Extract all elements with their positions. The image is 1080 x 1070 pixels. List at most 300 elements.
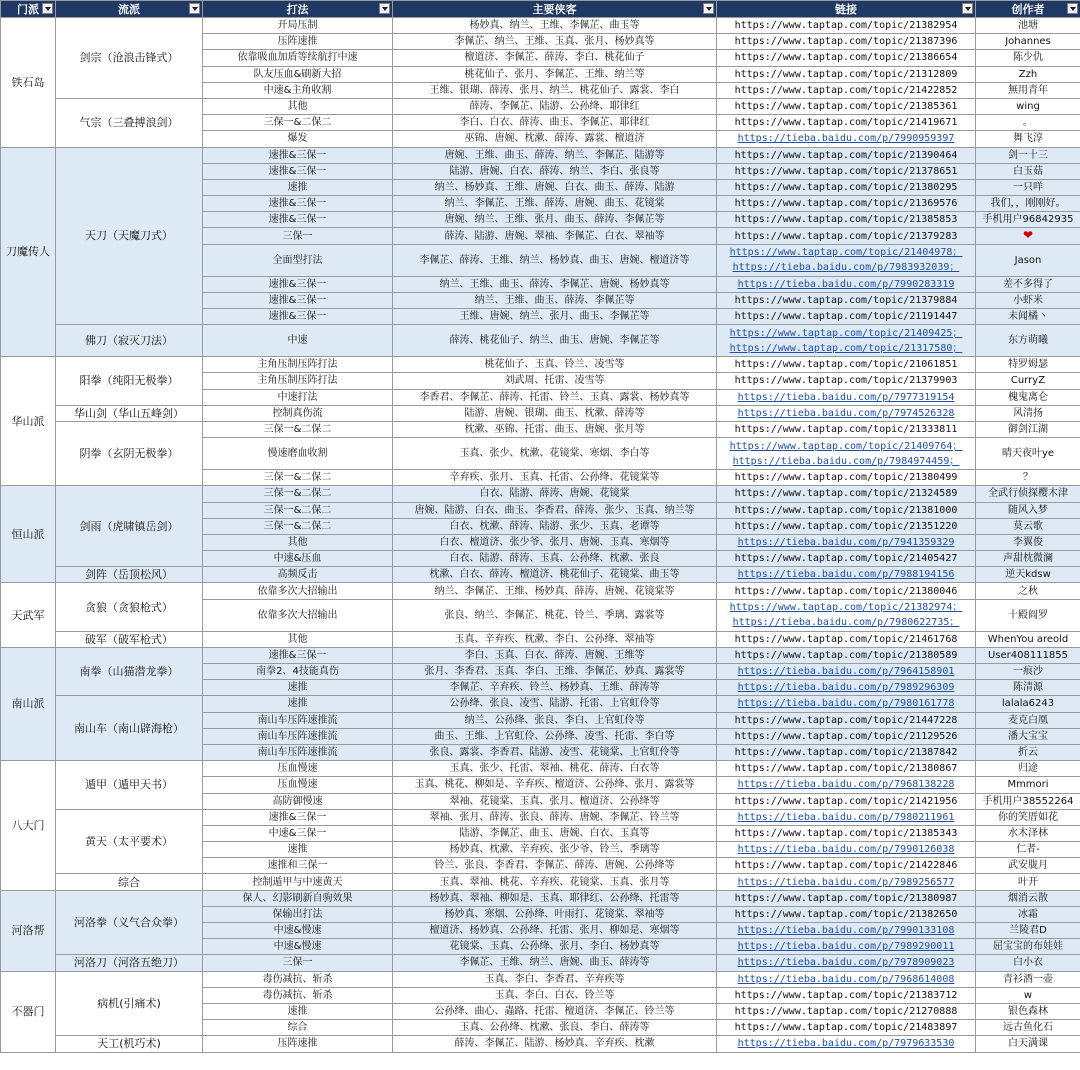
heroes-cell: 枕漱、白衣、薛涛、檀道济、桃花仙子、花镜棠、曲玉等: [393, 567, 717, 583]
heroes-cell: 玉真、桃花、柳如是、辛弃疾、檀道济、公孙绛、张月、露裳等: [393, 777, 717, 793]
link-text[interactable]: https://www.taptap.com/topic/21409764；: [729, 440, 963, 452]
link-cell: [717, 405, 976, 421]
faction-cell: 剑阵（岳顶松风）: [56, 567, 203, 583]
link-cell: [717, 955, 976, 971]
faction-cell: 天工(机巧术): [56, 1036, 203, 1052]
style-cell: 综合: [203, 1020, 393, 1036]
link-text[interactable]: https://www.taptap.com/topic/21390464: [734, 149, 958, 161]
faction-cell: 河洛刀（河洛五绝刀）: [56, 955, 203, 971]
filter-dropdown-icon[interactable]: [703, 3, 714, 14]
header-heroes: 主要侠客: [393, 1, 717, 18]
creator-cell: 李翼俊: [976, 534, 1080, 550]
link-cell: [717, 486, 976, 502]
heroes-cell: 纳兰、杨妙真、王维、唐婉、白衣、曲玉、薛涛、陆游: [393, 179, 717, 195]
style-cell: 其他: [203, 534, 393, 550]
table-row: [1, 486, 1080, 502]
faction-cell: 黄天（太平要术）: [56, 809, 203, 874]
creator-cell: 青衫酒一壶: [976, 971, 1080, 987]
link-text[interactable]: https://www.taptap.com/topic/21270888: [734, 1006, 958, 1018]
link-text[interactable]: https://tieba.baidu.com/p/7989256577: [737, 876, 955, 888]
heroes-cell: 玉真、辛弃疾、枕漱、李白、公孙绛、翠袖等: [393, 631, 717, 647]
link-text[interactable]: https://www.taptap.com/topic/21419671: [734, 117, 958, 129]
heroes-cell: 桃花仙子、玉真、铃兰、凌雪等: [393, 357, 717, 373]
link-text[interactable]: https://www.taptap.com/topic/21379903: [734, 375, 958, 387]
heroes-cell: 公孙绛、曲心、蟲路、托雷、檀道济、李佩芷、铃兰等: [393, 1003, 717, 1019]
heroes-cell: 陆游、唐婉、白衣、薛涛、纳兰、李白、张良等: [393, 163, 717, 179]
creator-cell: Mmmori: [976, 777, 1080, 793]
heroes-cell: 玉真、公孙绛、枕漱、张良、李白、薛涛等: [393, 1020, 717, 1036]
heroes-cell: 枕漱、巫锦、托雷、曲玉、唐婉、张月等: [393, 421, 717, 437]
link-text[interactable]: https://www.taptap.com/topic/21380867: [734, 763, 958, 775]
link-cell: [717, 389, 976, 405]
style-cell: 三保一&二保二: [203, 518, 393, 534]
link-text[interactable]: https://www.taptap.com/topic/21191447: [734, 311, 958, 323]
header-creator: 创作者: [976, 1, 1080, 18]
heroes-cell: 薛涛、陆游、唐婉、翠袖、李佩芷、白衣、翠袖等: [393, 228, 717, 244]
heroes-cell: 杨妙真、枕漱、辛弃疾、张少爷、铃兰、季璃等: [393, 842, 717, 858]
creator-cell: Jason: [976, 244, 1080, 276]
heroes-cell: 陆游、李佩芷、曲玉、唐婉、白衣、玉真等: [393, 825, 717, 841]
table-body: [1, 18, 1080, 1053]
table-row: [1, 325, 1080, 357]
heroes-cell: 张月、李香君、玉真、李白、王维、李佩芷、妙真、露裳等: [393, 664, 717, 680]
link-text[interactable]: https://www.taptap.com/topic/21447228: [734, 714, 958, 726]
faction-cell: 剑宗（沧浪击锋式）: [56, 18, 203, 99]
creator-cell: 白玉菇: [976, 163, 1080, 179]
creator-cell: 白小衣: [976, 955, 1080, 971]
link-cell: [717, 518, 976, 534]
creator-cell: 陈少仇: [976, 50, 1080, 66]
style-cell: 开局压制: [203, 18, 393, 34]
creator-cell: 折云: [976, 744, 1080, 760]
link-text[interactable]: https://www.taptap.com/topic/21378651: [734, 165, 958, 177]
style-cell: 依靠多次大招输出: [203, 583, 393, 599]
table-row: [1, 98, 1080, 114]
link-cell: [717, 793, 976, 809]
heroes-cell: 张良、露裳、李香君、陆游、凌雪、花镜棠、上官虹伶等: [393, 744, 717, 760]
heroes-cell: 王维、唐婉、纳兰、张月、曲玉、李佩芷等: [393, 309, 717, 325]
style-cell: 三保一&二保二: [203, 470, 393, 486]
creator-cell: 银色森林: [976, 1003, 1080, 1019]
creator-cell: 归途: [976, 761, 1080, 777]
creator-cell: 莫云歌: [976, 518, 1080, 534]
creator-cell: 御剑江湖: [976, 421, 1080, 437]
link-text[interactable]: https://www.taptap.com/topic/21380987: [734, 892, 958, 904]
link-cell: [717, 18, 976, 34]
creator-cell: 一痕沙: [976, 664, 1080, 680]
style-cell: 三保一&二保二: [203, 486, 393, 502]
table-row: [1, 696, 1080, 712]
style-cell: 南拳2、4技能真伤: [203, 664, 393, 680]
header-faction: 流派: [56, 1, 203, 18]
heroes-cell: 李佩芷、薛涛、王维、纳兰、杨妙真、曲玉、唐婉、檀道济等: [393, 244, 717, 276]
link-text[interactable]: https://tieba.baidu.com/p/7979633530: [737, 1038, 955, 1050]
link-text[interactable]: https://tieba.baidu.com/p/7989296309: [737, 682, 955, 694]
creator-cell: 槐鬼离仑: [976, 389, 1080, 405]
link-text[interactable]: https://www.taptap.com/topic/21382974；: [729, 602, 963, 614]
creator-cell: 陈清源: [976, 680, 1080, 696]
link-text[interactable]: https://www.taptap.com/topic/21382650: [734, 908, 958, 920]
creator-cell: 小虾米: [976, 292, 1080, 308]
style-cell: 保人、幻影刷新自驹效果: [203, 890, 393, 906]
link-text[interactable]: https://www.taptap.com/topic/21381000: [734, 504, 958, 516]
sect-cell: 天武军: [1, 583, 56, 647]
link-cell: [717, 890, 976, 906]
creator-cell: 水木泽林: [976, 825, 1080, 841]
style-cell: 速推&三保一: [203, 647, 393, 663]
creator-cell: 手机用户38552264: [976, 793, 1080, 809]
style-cell: 速推和三保一: [203, 858, 393, 874]
heroes-cell: 刘武周、托雷、凌雪等: [393, 373, 717, 389]
style-cell: 依靠吸血加盾等续航打中速: [203, 50, 393, 66]
heart-icon: ❤: [1022, 227, 1034, 242]
style-cell: 控制真伤流: [203, 405, 393, 421]
faction-cell: 病机(引痛术): [56, 971, 203, 1036]
heroes-cell: 曲玉、王维、上官虹伶、公孙绛、凌雪、托雷、李白等: [393, 728, 717, 744]
heroes-cell: 翠袖、张月、薛涛、张良、薛涛、唐婉、李佩芷、铃兰等: [393, 809, 717, 825]
creator-cell: 你的笑厝如花: [976, 809, 1080, 825]
link-text[interactable]: https://www.taptap.com/topic/21385343: [734, 827, 958, 839]
link-cell: [717, 502, 976, 518]
table-row: [1, 405, 1080, 421]
link-text[interactable]: https://tieba.baidu.com/p/7974526328: [737, 407, 955, 419]
heroes-cell: 白衣、陆游、薛涛、玉真、公孙绛、枕漱、张良: [393, 551, 717, 567]
style-cell: 三保一: [203, 955, 393, 971]
style-cell: 中速&慢速: [203, 923, 393, 939]
link-text[interactable]: https://tieba.baidu.com/p/7980161778: [737, 698, 955, 710]
link-text[interactable]: https://www.taptap.com/topic/21422852: [734, 84, 958, 96]
faction-cell: 佛刀（寂灭刀法）: [56, 325, 203, 357]
faction-cell: 气宗（三叠搏浪剑）: [56, 98, 203, 147]
sect-cell: 铁石岛: [1, 18, 56, 148]
style-cell: 慢速磨血收割: [203, 438, 393, 470]
link-cell: [717, 34, 976, 50]
creator-cell: 远古鱼化石: [976, 1020, 1080, 1036]
style-cell: 速推&三保一: [203, 163, 393, 179]
filter-dropdown-icon[interactable]: [1067, 3, 1078, 14]
creator-cell: Zzh: [976, 66, 1080, 82]
style-cell: 速推: [203, 179, 393, 195]
sect-cell: 恒山派: [1, 486, 56, 583]
link-cell: [717, 761, 976, 777]
link-text[interactable]: https://tieba.baidu.com/p/7990959397: [737, 133, 955, 145]
link-cell: [717, 470, 976, 486]
style-cell: 保输出打法: [203, 906, 393, 922]
table-row: [1, 567, 1080, 583]
link-text[interactable]: https://tieba.baidu.com/p/7988194156: [737, 569, 955, 581]
style-cell: 速推&三保一: [203, 276, 393, 292]
heroes-cell: 檀道济、李佩芷、薛涛、李白、桃花仙子: [393, 50, 717, 66]
link-text[interactable]: https://tieba.baidu.com/p/7968614008: [737, 973, 955, 985]
style-cell: 压阵速推: [203, 1036, 393, 1052]
link-text[interactable]: https://www.taptap.com/topic/21379884: [734, 294, 958, 306]
heroes-cell: 唐婉、王维、曲玉、薛涛、纳兰、李佩芷、陆游等: [393, 147, 717, 163]
creator-cell: 我们，，刚刚好。: [976, 196, 1080, 212]
creator-cell: 兰陵君D: [976, 923, 1080, 939]
faction-cell: 贪狼（贪狼枪式）: [56, 583, 203, 631]
link-cell: [717, 196, 976, 212]
creator-cell: 十殿阎罗: [976, 599, 1080, 631]
filter-dropdown-icon[interactable]: [962, 3, 973, 14]
link-cell: [717, 147, 976, 163]
table-row: [1, 583, 1080, 599]
sect-cell: 不器门: [1, 971, 56, 1052]
link-text[interactable]: https://www.taptap.com/topic/21405427: [734, 553, 958, 565]
link-cell: [717, 1020, 976, 1036]
heroes-cell: 玉真、张少、托雷、翠袖、桃花、薛涛、白衣等: [393, 761, 717, 777]
heroes-cell: 李佩芷、王维、纳兰、唐婉、曲玉、薛涛等: [393, 955, 717, 971]
creator-cell: 池塘: [976, 18, 1080, 34]
link-cell: [717, 276, 976, 292]
style-cell: 速推: [203, 680, 393, 696]
heroes-cell: 玉真、李白、李香君、辛弃疾等: [393, 971, 717, 987]
faction-cell: 剑雨（虎啸镇岳剑）: [56, 486, 203, 567]
creator-cell: wing: [976, 98, 1080, 114]
creator-cell: 未闻橘丶: [976, 309, 1080, 325]
table-row: [1, 357, 1080, 373]
link-text[interactable]: https://www.taptap.com/topic/21387396: [734, 36, 958, 48]
table-row: [1, 809, 1080, 825]
link-cell: [717, 438, 976, 470]
link-cell: [717, 971, 976, 987]
link-text[interactable]: https://tieba.baidu.com/p/7941359329: [737, 536, 955, 548]
link-text[interactable]: https://www.taptap.com/topic/21333811: [734, 424, 958, 436]
link-text[interactable]: https://www.taptap.com/topic/21380589: [734, 649, 958, 661]
style-cell: 中速&主角收割: [203, 82, 393, 98]
link-text[interactable]: https://www.taptap.com/topic/21387842: [734, 747, 958, 759]
style-cell: 压血慢速: [203, 777, 393, 793]
heroes-cell: 杨妙真、纳兰、王维、李佩芷、曲玉等: [393, 18, 717, 34]
creator-cell: WhenYou areold: [976, 631, 1080, 647]
link-text[interactable]: https://www.taptap.com/topic/21409425；: [729, 327, 963, 339]
heroes-cell: 白衣、陆游、薛涛、唐婉、花镜棠: [393, 486, 717, 502]
link-text[interactable]: https://tieba.baidu.com/p/7977319154: [737, 391, 955, 403]
link-cell: [717, 98, 976, 114]
creator-cell: 潘大宝宝: [976, 728, 1080, 744]
link-cell: [717, 534, 976, 550]
link-cell: [717, 696, 976, 712]
heroes-cell: 铃兰、张良、李香君、李佩芷、薛涛、唐婉、公孙绛等: [393, 858, 717, 874]
creator-cell: 叶开: [976, 874, 1080, 890]
creator-cell: 舞飞淳: [976, 131, 1080, 147]
link-cell: [717, 1003, 976, 1019]
link-text[interactable]: https://www.taptap.com/topic/21383712: [734, 989, 958, 1001]
link-text[interactable]: https://tieba.baidu.com/p/7990126038: [737, 844, 955, 856]
link-cell: [717, 244, 976, 276]
creator-cell: 声甜枕微澜: [976, 551, 1080, 567]
style-cell: 速推&三保一: [203, 292, 393, 308]
link-cell: [717, 131, 976, 147]
link-cell: [717, 825, 976, 841]
style-cell: 依靠多次大招输出: [203, 599, 393, 631]
faction-cell: 阳拳（纯阳无极拳）: [56, 357, 203, 406]
link-text[interactable]: https://www.taptap.com/topic/21385361: [734, 101, 958, 113]
heroes-cell: 辛弃疾、张月、玉真、托雷、公孙绛、花镜棠等: [393, 470, 717, 486]
link-cell: [717, 858, 976, 874]
link-text[interactable]: https://www.taptap.com/topic/21324589: [734, 488, 958, 500]
creator-cell: 一只咩: [976, 179, 1080, 195]
creator-cell: 之秋: [976, 583, 1080, 599]
table-row: [1, 890, 1080, 906]
sect-cell: 八大门: [1, 761, 56, 891]
link-text[interactable]: https://tieba.baidu.com/p/7990283319: [737, 278, 955, 290]
heroes-cell: 玉真、李白、白衣、铃兰等: [393, 987, 717, 1003]
header-style: 打法: [203, 1, 393, 18]
link-text[interactable]: https://www.taptap.com/topic/21061851: [734, 359, 958, 371]
header-sect: 门派: [1, 1, 56, 18]
style-cell: 速推&三保一: [203, 309, 393, 325]
link-text[interactable]: https://www.taptap.com/topic/21317580；: [729, 342, 963, 354]
link-cell: [717, 923, 976, 939]
creator-cell: CurryZ: [976, 373, 1080, 389]
table-row: [1, 955, 1080, 971]
style-cell: 速推: [203, 696, 393, 712]
style-cell: 高防御慢速: [203, 793, 393, 809]
style-cell: 中速&压血: [203, 551, 393, 567]
heroes-cell: 白衣、檀道济、张少爷、张月、唐婉、玉真、寒烟等: [393, 534, 717, 550]
faction-cell: 南山车（南山辟海枪）: [56, 696, 203, 761]
link-text[interactable]: https://tieba.baidu.com/p/7990133108: [737, 925, 955, 937]
filter-dropdown-icon[interactable]: [42, 3, 53, 14]
heroes-cell: 李白、玉真、白衣、薛涛、唐婉、王维等: [393, 647, 717, 663]
link-cell: [717, 906, 976, 922]
table-row: [1, 761, 1080, 777]
link-cell: [717, 631, 976, 647]
link-text[interactable]: https://tieba.baidu.com/p/7980622735；: [732, 617, 960, 629]
style-cell: 三保一&二保二: [203, 502, 393, 518]
style-cell: 中速: [203, 325, 393, 357]
link-text[interactable]: https://www.taptap.com/topic/21385853: [734, 214, 958, 226]
faction-cell: 阴拳（玄阴无极拳）: [56, 421, 203, 485]
style-cell: 南山车压阵速推流: [203, 744, 393, 760]
faction-cell: 综合: [56, 874, 203, 890]
heroes-cell: 纳兰、李佩芷、王维、薛涛、唐婉、曲玉、花镜棠: [393, 196, 717, 212]
faction-cell: 破军（破军枪式）: [56, 631, 203, 647]
creator-cell: 东方萌曦: [976, 325, 1080, 357]
style-cell: 高频反击: [203, 567, 393, 583]
faction-cell: 河洛拳（义气合众拳）: [56, 890, 203, 955]
sect-cell: 刀魔传人: [1, 147, 56, 357]
creator-cell: 差不多得了: [976, 276, 1080, 292]
heroes-cell: 唐婉、陆游、白衣、曲玉、李香君、薛涛、张少、玉真、纳兰等: [393, 502, 717, 518]
filter-dropdown-icon[interactable]: [379, 3, 390, 14]
creator-cell: 随风入梦: [976, 502, 1080, 518]
heroes-cell: 李佩芷、辛弃疾、铃兰、杨妙真、王维、薛涛等: [393, 680, 717, 696]
creator-cell: Johannes: [976, 34, 1080, 50]
style-cell: 控制遁甲与中速黄天: [203, 874, 393, 890]
creator-cell: 武安胧月: [976, 858, 1080, 874]
link-text[interactable]: https://tieba.baidu.com/p/7978909023: [737, 957, 955, 969]
heroes-cell: 玉真、张少、枕漱、花镜棠、寒烟、李白等: [393, 438, 717, 470]
style-cell: 中速&三保一: [203, 825, 393, 841]
link-text[interactable]: https://tieba.baidu.com/p/7980211961: [737, 811, 955, 823]
creator-cell: 手机用户96842935: [976, 212, 1080, 228]
link-text[interactable]: https://www.taptap.com/topic/21379283: [734, 230, 958, 242]
creator-cell: 冰霜: [976, 906, 1080, 922]
link-text[interactable]: https://www.taptap.com/topic/21351220: [734, 520, 958, 532]
faction-cell: 天刀（天魔刀式）: [56, 147, 203, 325]
link-text[interactable]: https://tieba.baidu.com/p/7983932039；: [732, 262, 960, 274]
link-text[interactable]: https://www.taptap.com/topic/21421956: [734, 795, 958, 807]
heroes-cell: 王维、银瑚、薛涛、张月、纳兰、桃花仙子、露裳、李白: [393, 82, 717, 98]
link-text[interactable]: https://www.taptap.com/topic/21380499: [734, 472, 958, 484]
heroes-cell: 唐婉、纳兰、王维、张月、曲玉、薛涛、李佩芷等: [393, 212, 717, 228]
creator-cell: 無用青年: [976, 82, 1080, 98]
heroes-cell: 杨妙真、寒烟、公孙绛、叶雨打、花镜棠、翠袖等: [393, 906, 717, 922]
link-cell: [717, 744, 976, 760]
filter-dropdown-icon[interactable]: [189, 3, 200, 14]
link-text[interactable]: https://tieba.baidu.com/p/7989290011: [737, 941, 955, 953]
link-cell: [717, 567, 976, 583]
link-text[interactable]: https://www.taptap.com/topic/21404978；: [729, 247, 963, 259]
link-cell: [717, 939, 976, 955]
heroes-cell: 薛涛、桃花仙子、纳兰、曲玉、唐婉、李佩芷等: [393, 325, 717, 357]
creator-cell: 剑一十三: [976, 147, 1080, 163]
style-cell: 其他: [203, 631, 393, 647]
link-cell: [717, 373, 976, 389]
heroes-cell: 白衣、枕漱、薛涛、陆游、张少、玉真、老谭等: [393, 518, 717, 534]
creator-cell: User408111855: [976, 647, 1080, 663]
link-cell: [717, 664, 976, 680]
header-row: [1, 1, 1080, 18]
creator-cell: 风清扬: [976, 405, 1080, 421]
table-row: [1, 971, 1080, 987]
link-text[interactable]: https://www.taptap.com/topic/21386654: [734, 52, 958, 64]
creator-cell: 麦克白凰: [976, 712, 1080, 728]
link-cell: [717, 874, 976, 890]
link-text[interactable]: https://www.taptap.com/topic/21483897: [734, 1022, 958, 1034]
link-text[interactable]: https://www.taptap.com/topic/21422846: [734, 860, 958, 872]
heroes-cell: 薛涛、李佩芷、陆游、公孙绛、耶律红: [393, 98, 717, 114]
style-cell: 速推&三保一: [203, 212, 393, 228]
faction-cell: 遁甲（遁甲天书）: [56, 761, 203, 810]
link-text[interactable]: https://www.taptap.com/topic/21380295: [734, 181, 958, 193]
link-text[interactable]: https://www.taptap.com/topic/21312809: [734, 68, 958, 80]
heroes-cell: 纳兰、王维、曲玉、薛涛、李佩芷、唐婉、杨妙真等: [393, 276, 717, 292]
heroes-cell: 纳兰、王维、曲玉、薛涛、李佩芷等: [393, 292, 717, 308]
link-cell: [717, 583, 976, 599]
link-cell: [717, 842, 976, 858]
style-cell: 压阵速推: [203, 34, 393, 50]
link-text[interactable]: https://tieba.baidu.com/p/7968138228: [737, 779, 955, 791]
link-text[interactable]: https://www.taptap.com/topic/21129526: [734, 730, 958, 742]
table-row: [1, 874, 1080, 890]
creator-cell: lalala6243: [976, 696, 1080, 712]
heroes-cell: 张良、纳兰、李佩芷、桃花、铃兰、季璃、露裳等: [393, 599, 717, 631]
link-cell: [717, 987, 976, 1003]
creator-cell: 。: [976, 115, 1080, 131]
heroes-cell: 花镜棠、玉真、公孙绛、张月、李白、杨妙真等: [393, 939, 717, 955]
style-cell: 中速打法: [203, 389, 393, 405]
heroes-cell: 檀道济、杨妙真、公孙绛、托雷、张月、柳如是、寒烟等: [393, 923, 717, 939]
heroes-cell: 纳兰、李佩芷、王维、杨妙真、薛涛、唐婉、花镜棠等: [393, 583, 717, 599]
sect-cell: 南山派: [1, 647, 56, 760]
heroes-cell: 陆游、唐婉、银瑚、曲玉、枕漱、薛涛等: [393, 405, 717, 421]
style-cell: 毒伤减抗、斩杀: [203, 971, 393, 987]
link-cell: [717, 66, 976, 82]
heroes-cell: 公孙绛、张良、凌雪、陆游、托雷、上官虹伶等: [393, 696, 717, 712]
link-text[interactable]: https://www.taptap.com/topic/21461768: [734, 633, 958, 645]
link-text[interactable]: https://www.taptap.com/topic/21369576: [734, 198, 958, 210]
link-cell: [717, 212, 976, 228]
link-text[interactable]: https://tieba.baidu.com/p/7984974459；: [732, 455, 960, 467]
link-text[interactable]: https://tieba.baidu.com/p/7964158901: [737, 666, 955, 678]
creator-cell: 屈宝宝的布娃娃: [976, 939, 1080, 955]
style-cell: 其他: [203, 98, 393, 114]
style-cell: 速推&三保一: [203, 809, 393, 825]
link-text[interactable]: https://www.taptap.com/topic/21380046: [734, 585, 958, 597]
link-text[interactable]: https://www.taptap.com/topic/21382954: [734, 20, 958, 32]
